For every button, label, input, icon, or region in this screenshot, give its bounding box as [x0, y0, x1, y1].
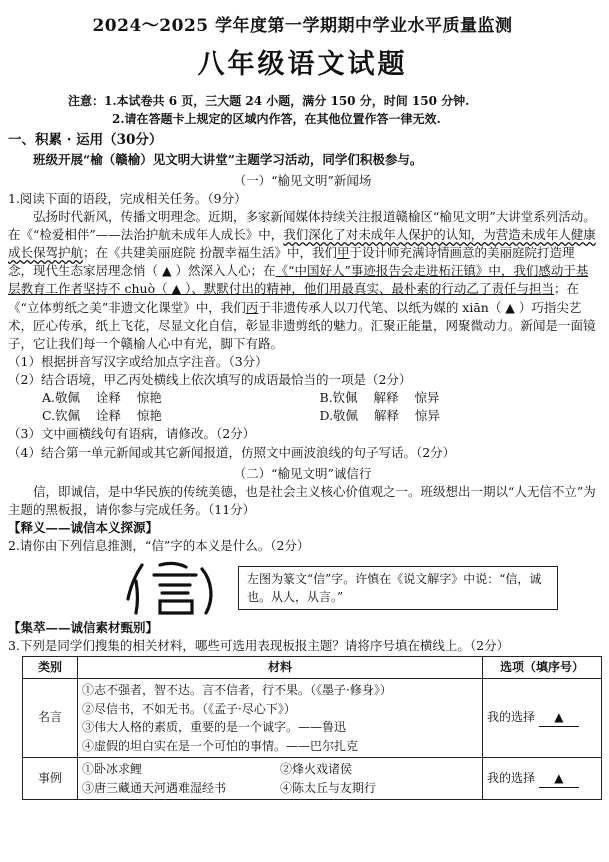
choice-blank[interactable]: ▲ [539, 709, 579, 727]
q1-item-1: （1）根据拼音写汉字或给加点字注音。（3分） [8, 353, 268, 369]
table-row [23, 678, 602, 757]
part2-intro: 信，即诚信，是中华民族的传统美德，也是社会主义核心价值观之一。班级想出一期以“人无信不立”为主题的黑板报，请你参与完成任务。（11分） [8, 483, 596, 517]
blank-bing: 丙 [245, 299, 259, 315]
q1-options [8, 389, 597, 425]
row-choice [483, 678, 602, 757]
q2-info-box: 左图为篆文“信”字。许慎在《说文解字》中说：“信，诚也。从人，从言。” [238, 566, 558, 610]
seal-script-xin-icon [120, 559, 230, 617]
part1-title: （一）“榆见文明”新闻场 [233, 172, 372, 188]
blank-jia: 甲 [337, 245, 350, 261]
note-line-1: 注意：1.本试卷共 6 页，三大题 24 小题，满分 150 分，时间 150 分钟. [68, 93, 470, 108]
row-category: 名言 [23, 678, 78, 757]
header-choice: 选项（填序号） [483, 656, 602, 678]
q1-title: 1.阅读下面的语段，完成相关任务。（9分） [8, 190, 247, 206]
passage-s6: 于非遗传承人以刀代笔、以纸为媒的 xiān（ ▲ ）巧指尖艺术，匠心传承，纸上飞花，尽显文化自信，彰显非遗剪纸的魅力。汇聚正能量，网聚微动力。新闻是一面镜子，它让我们每一个赣榆人心中有光，脚下有路。 [8, 299, 596, 351]
choice-label: 我的选择 [487, 770, 536, 785]
material-item: ③伟大人格的素质，重要的是一个诚字。——鲁迅 [82, 720, 347, 735]
table-header-row [23, 656, 602, 678]
material-grid [82, 760, 478, 797]
material-item: ①志不强者，智不达。言不信者，行不果。（《墨子·修身》） [82, 682, 392, 697]
choice-label: 我的选择 [487, 709, 536, 724]
material-item: ④虚假的坦白实在是一个可怕的事情。——巴尔扎克 [82, 738, 359, 753]
material-item: ②尽信书，不如无书。（《孟子·尽心下》） [82, 701, 296, 716]
option-c: C.钦佩 诠释 惊艳 [42, 408, 162, 424]
q2-figure-row [8, 559, 597, 617]
q1-passage [8, 208, 597, 353]
part2-sub1: 【释义——诚信本义探源】 [8, 520, 159, 536]
passage-s1: 弘扬时代新风，传播文明理念。近期，多家新闻媒体持续关注报道赣榆区“榆见文明”大讲堂系列活动。在《“检爱相伴”——法治护航未成年人成长》中， [8, 208, 596, 243]
material-item: ④陈太丘与友期行 [280, 780, 377, 795]
note-line-2: 2.请在答题卡上规定的区域内作答，在其他位置作答一律无效. [112, 112, 441, 127]
q1-item-4: （4）结合第一单元新闻或其它新闻报道，仿照文中画波浪线的句子写话。（2分） [8, 444, 456, 460]
exam-title-line2: 八年级语文试题 [197, 48, 408, 80]
q1-item-3: （3）文中画横线句有语病，请修改。（2分） [8, 426, 256, 442]
table-row [23, 758, 602, 800]
exam-title-line1: 2024～2025 学年度第一学期期中学业水平质量监测 [92, 16, 513, 36]
passage-underlined-sentence: 《“中国好人”事迹报告会走进柘汪镇》中，我们感动于基层教育工作者坚持不 chuò（ ▲ ）、默默付出的精神，他们用最真实、最朴素的行动 [8, 263, 589, 297]
material-item: ③唐三藏通天河遇难湿经书 [82, 780, 227, 795]
passage-s5: ；在《“立体剪纸之美”非遗文化课堂》中，我们 [8, 281, 579, 315]
option-a: A.敬佩 诠释 惊艳 [42, 390, 162, 406]
passage-wavy-sentence: 我们深化了对未成年人保护的认知，为营造未成年人健康成长保驾护航 [8, 227, 596, 261]
q1-item-2: （2）结合语境，甲乙丙处横线上依次填写的成语最恰当的一项是（2分） [8, 372, 412, 388]
part2-title: （二）“榆见文明”诚信行 [233, 465, 372, 481]
material-item: ②烽火戏诸侯 [280, 762, 353, 777]
section-intro: 班级开展“榆（赣榆）见文明大讲堂”主题学习活动，同学们积极参与。 [33, 151, 423, 167]
option-b: B.钦佩 解释 惊异 [319, 390, 440, 406]
header-category: 类别 [23, 656, 78, 678]
q2-title: 2.请你由下列信息推测，“信”字的本义是什么。（2分） [8, 538, 310, 554]
row-materials [78, 678, 483, 757]
part2-sub2: 【集萃——诚信素材甄别】 [8, 620, 159, 636]
materials-table [22, 656, 602, 801]
option-d: D.敬佩 解释 惊异 [319, 408, 440, 424]
material-item: ①卧冰求鲤 [82, 762, 143, 777]
section-title: 一、积累 · 运用（30分） [8, 131, 163, 148]
row-category: 事例 [23, 758, 78, 800]
passage-s4: 了责任与担当 [478, 281, 554, 297]
row-materials [78, 758, 483, 800]
blank-yi: 乙 [466, 281, 479, 297]
passage-s2: ；在《共建美丽庭院 扮靓幸福生活》中，我们 [83, 245, 337, 261]
header-material: 材料 [78, 656, 483, 678]
choice-blank[interactable]: ▲ [539, 770, 579, 788]
q3-title: 3.下列是同学们搜集的相关材料，哪些可选用表现板报主题？请将序号填在横线上。（2分） [8, 638, 510, 654]
exam-notes [8, 92, 597, 129]
passage-s3: 于设计师充满诗情画意的美丽庭院打造理念，现代生态家居理念悄（ ▲ ）然深入人心；在 [8, 245, 575, 279]
row-choice [483, 758, 602, 800]
